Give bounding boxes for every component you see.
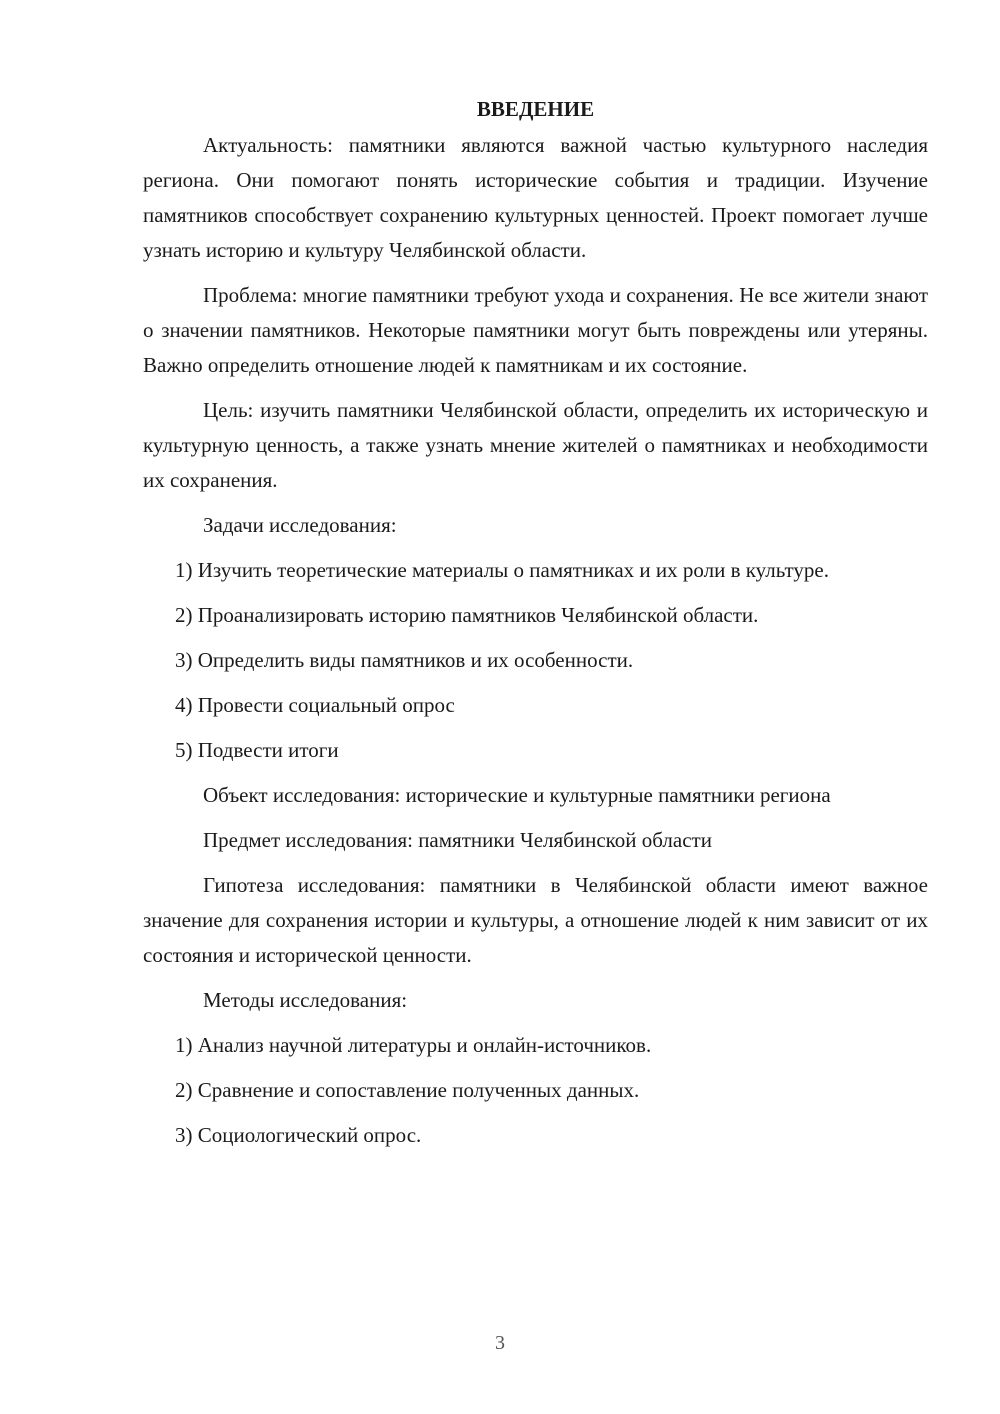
methods-heading: Методы исследования: [203,988,408,1012]
task-item: 2) Проанализировать историю памятников Челябинской области. [175,603,759,627]
page-number: 3 [495,1332,505,1354]
document-body [143,92,928,1163]
task-item: 4) Провести социальный опрос [175,693,455,717]
page-title: ВВЕДЕНИЕ [476,97,595,121]
tasks-heading: Задачи исследования: [203,513,397,537]
goal-paragraph: Цель: изучить памятники Челябинской области, определить их историческую и культурную ценность, а также узнать мнение жителей о памятниках и необходимости их сохранения. [143,398,928,492]
relevance-paragraph: Актуальность: памятники являются важной частью культурного наследия региона. Они помогают понять исторические события и традиции. Изучение памятников способствует сохранению культурных ценностей. Проект помогает лучше узнать историю и культуру Челябинской области. [143,133,928,262]
task-item: 5) Подвести итоги [175,738,339,762]
subject-paragraph: Предмет исследования: памятники Челябинской области [203,828,712,852]
method-item: 2) Сравнение и сопоставление полученных данных. [175,1078,640,1102]
task-item: 3) Определить виды памятников и их особенности. [175,648,634,672]
hypothesis-paragraph: Гипотеза исследования: памятники в Челябинской области имеют важное значение для сохранения истории и культуры, а отношение людей к ним зависит от их состояния и исторической ценности. [143,873,928,967]
method-item: 3) Социологический опрос. [175,1123,422,1147]
object-paragraph: Объект исследования: исторические и культурные памятники региона [203,783,831,807]
method-item: 1) Анализ научной литературы и онлайн-источников. [175,1033,652,1057]
task-item: 1) Изучить теоретические материалы о памятниках и их роли в культуре. [175,558,829,582]
problem-paragraph: Проблема: многие памятники требуют ухода и сохранения. Не все жители знают о значении памятников. Некоторые памятники могут быть повреждены или утеряны. Важно определить отношение людей к памятникам и их состояние. [143,283,928,377]
